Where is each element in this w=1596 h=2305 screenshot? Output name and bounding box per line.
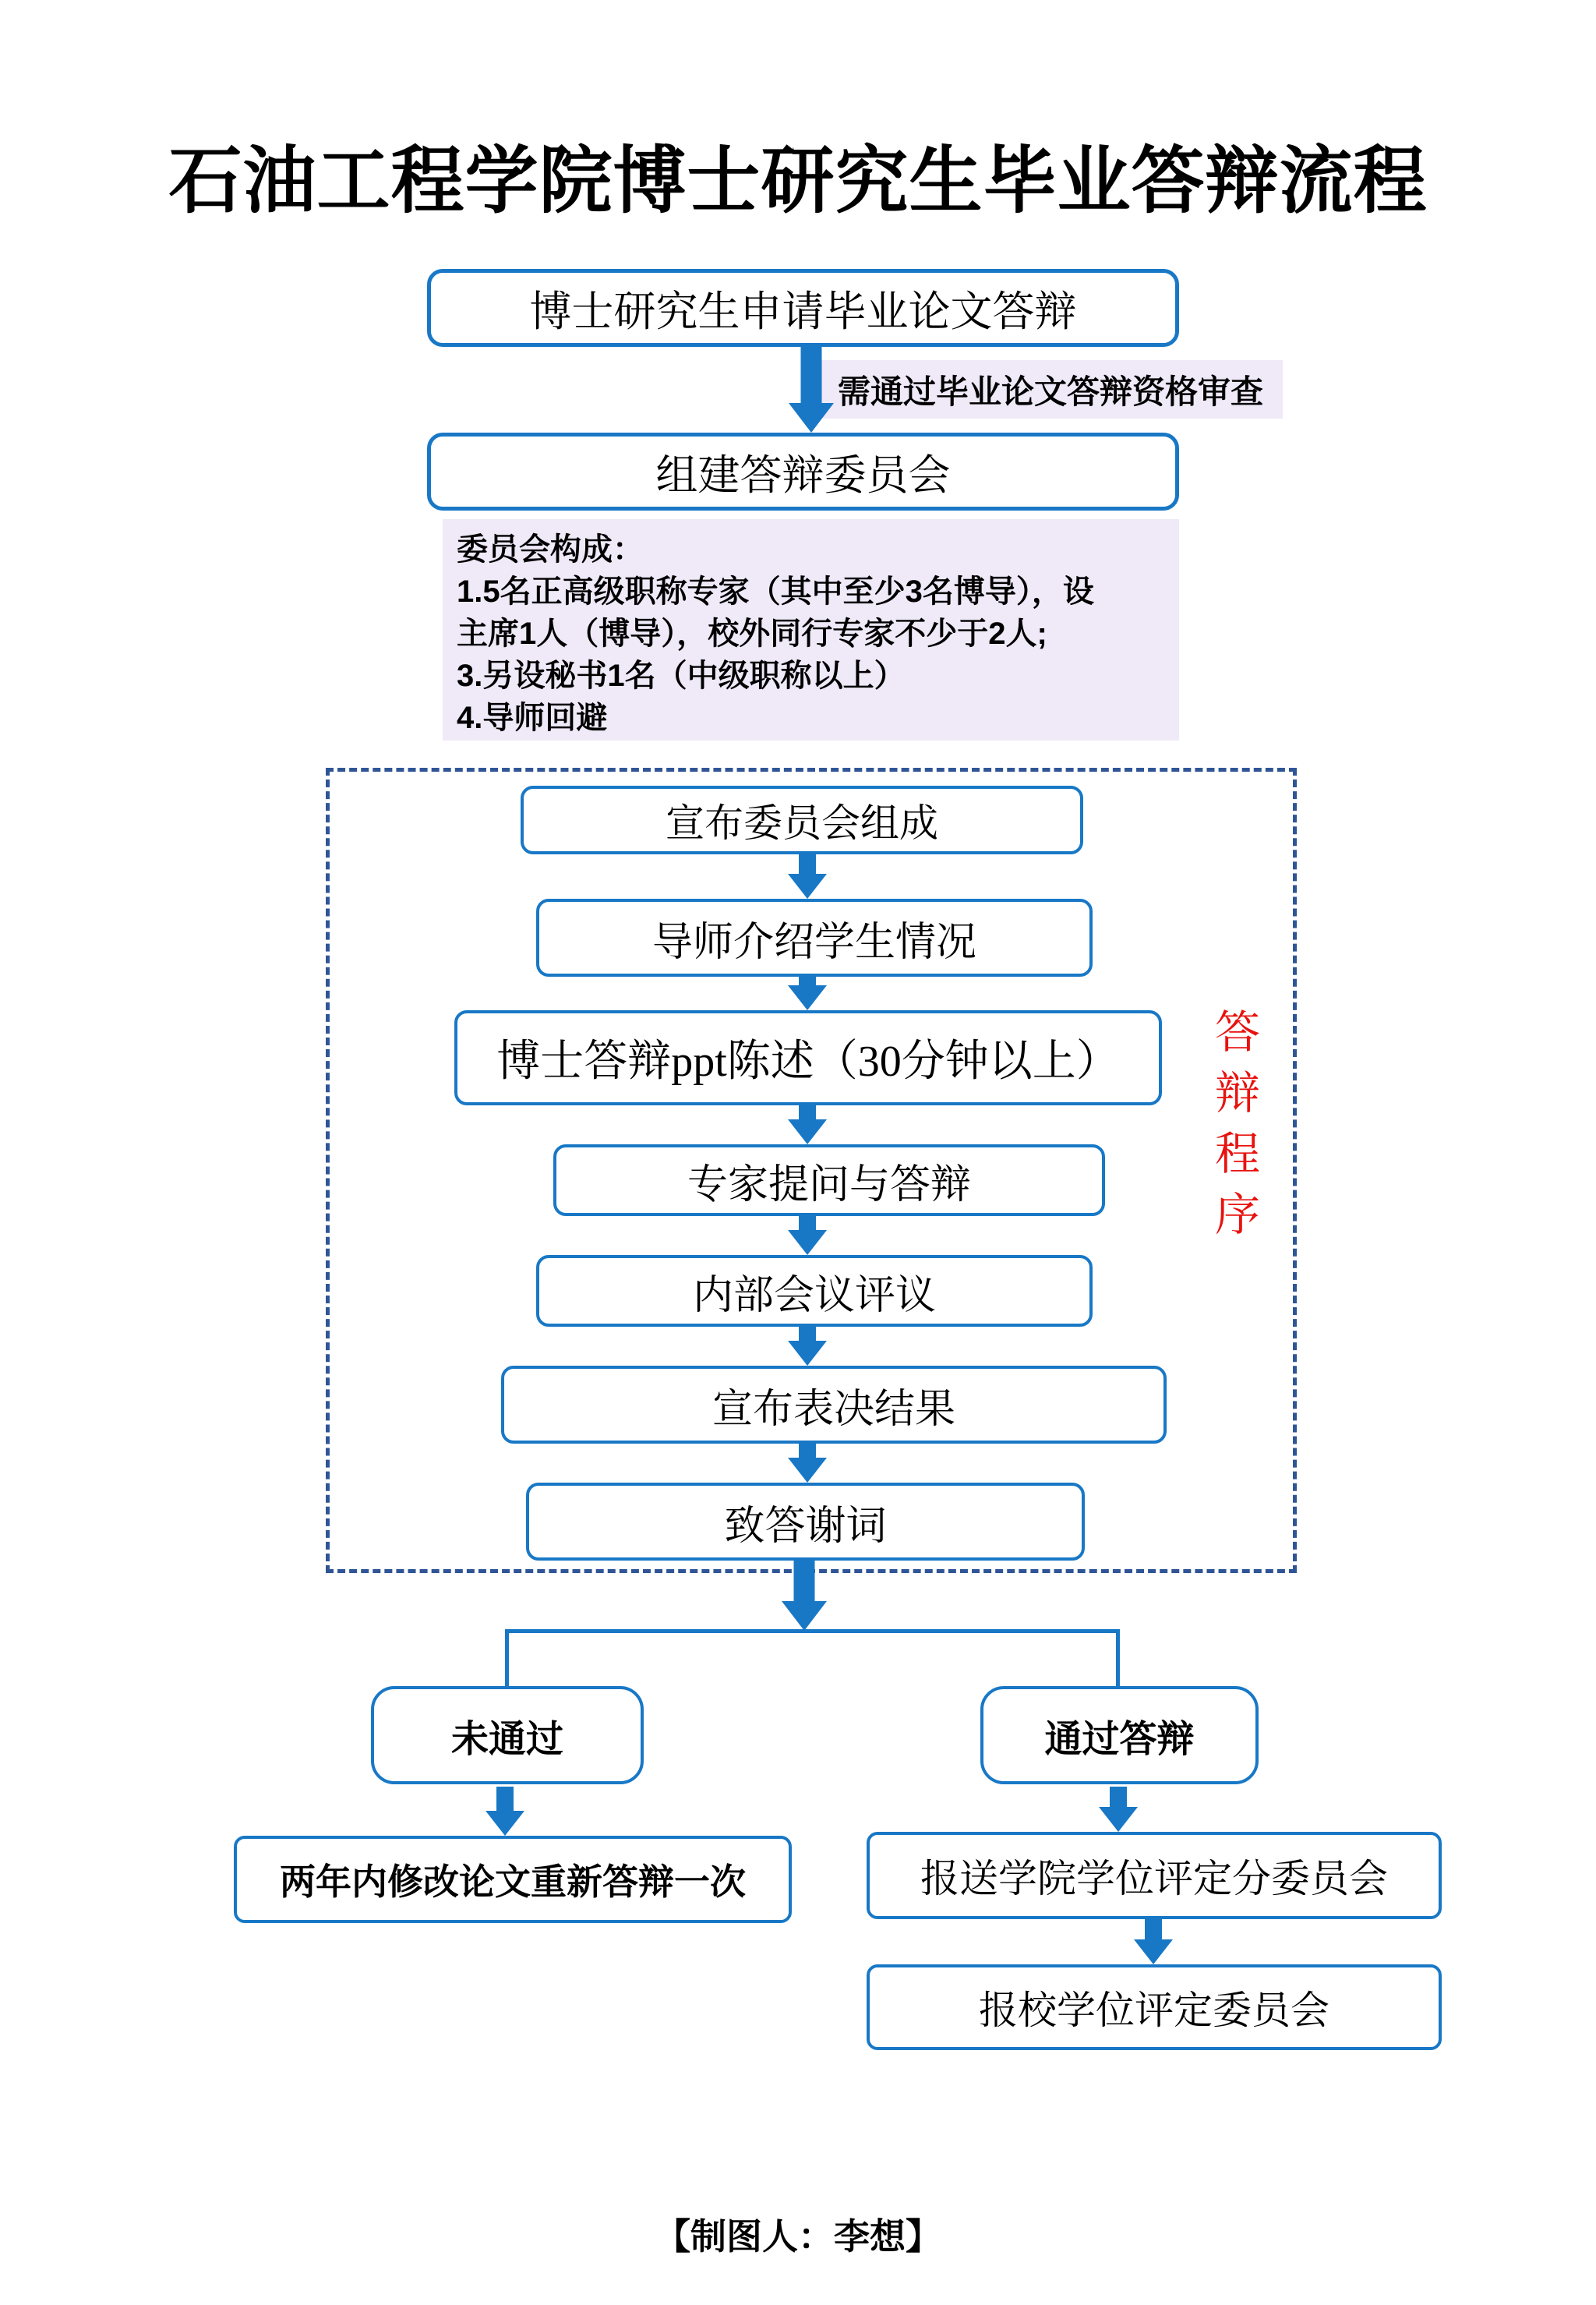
note-line: 4.导师回避 [457, 701, 608, 735]
arrow-down-apply-to-committee [789, 347, 834, 433]
side-label-char: 辩 [1214, 1068, 1260, 1119]
arrow-shaft [799, 1444, 816, 1459]
arrow-head [486, 1811, 524, 1836]
arrow-head [1099, 1807, 1138, 1832]
arrow-head [788, 874, 827, 899]
flow-node-apply-defense: 博士研究生申请毕业论文答辩 [427, 269, 1179, 347]
note-line: 3.另设秘书1名（中级职称以上） [457, 659, 906, 693]
arrow-head [789, 403, 834, 433]
arrow-shaft [799, 854, 816, 875]
procedure-side-label [1213, 1007, 1262, 1240]
arrow-shaft [1145, 1919, 1162, 1941]
flow-node-passed: 通过答辩 [980, 1686, 1259, 1784]
arrow-down-step3-step4 [788, 1105, 827, 1144]
arrow-shaft [496, 1787, 514, 1812]
page-title: 石油工程学院博士研究生毕业答辩流程 [168, 140, 1428, 221]
note-line: 1.5名正高级职称专家（其中至少3名博导），设 [457, 574, 1094, 609]
arrow-head [788, 1119, 827, 1144]
arrow-down-step5-step6 [788, 1327, 827, 1366]
arrow-down-pass-branch [1097, 1787, 1139, 1832]
arrow-shaft [799, 1327, 816, 1342]
flow-node-announce-vote-result: 宣布表决结果 [501, 1366, 1167, 1444]
committee-composition-note [443, 519, 1179, 741]
flow-node-thanks-speech: 致答谢词 [526, 1483, 1085, 1561]
arrow-shaft [799, 1105, 816, 1121]
arrow-shaft [794, 1561, 815, 1603]
arrow-shaft [801, 347, 822, 405]
side-label-char: 序 [1214, 1190, 1260, 1240]
arrow-down-step2-step3 [788, 977, 827, 1010]
note-line: 委员会构成： [457, 532, 644, 567]
flow-node-announce-committee: 宣布委员会组成 [521, 786, 1083, 854]
arrow-down-subcommittee-to-university [1132, 1919, 1174, 1964]
arrow-down-fail-branch [484, 1787, 526, 1836]
side-label-char: 答 [1214, 1007, 1260, 1058]
arrow-head [788, 1341, 827, 1366]
page-footer-credit: 【制图人：李想】 [655, 2216, 941, 2257]
flow-node-revise-and-redefend: 两年内修改论文重新答辩一次 [234, 1836, 792, 1923]
arrow-head [788, 1458, 827, 1483]
flow-node-form-committee: 组建答辩委员会 [427, 433, 1179, 511]
flow-node-college-degree-subcommittee: 报送学院学位评定分委员会 [867, 1832, 1442, 1919]
arrow-down-procedure-to-branch [782, 1561, 827, 1631]
flow-node-ppt-presentation: 博士答辩ppt陈述（30分钟以上） [454, 1010, 1162, 1105]
arrow-down-step4-step5 [788, 1216, 827, 1255]
arrow-down-step1-step2 [788, 854, 827, 899]
flow-node-university-degree-committee: 报校学位评定委员会 [867, 1964, 1442, 2050]
qualification-note-tag: 需通过毕业论文答辩资格审查 [818, 360, 1283, 419]
arrow-down-step6-step7 [788, 1444, 827, 1483]
branch-right-stub-line [1116, 1629, 1120, 1688]
arrow-head [1134, 1939, 1173, 1964]
flow-node-internal-review: 内部会议评议 [536, 1255, 1093, 1327]
side-label-char: 程 [1214, 1129, 1260, 1179]
arrow-head [788, 985, 827, 1010]
flow-node-not-passed: 未通过 [371, 1686, 644, 1784]
arrow-head [788, 1230, 827, 1255]
flow-node-expert-questions: 专家提问与答辩 [553, 1144, 1105, 1216]
note-line: 主席1人（博导），校外同行专家不少于2人; [457, 617, 1047, 651]
arrow-shaft [799, 1216, 816, 1232]
branch-left-stub-line [505, 1629, 509, 1688]
flow-node-advisor-introduction: 导师介绍学生情况 [536, 899, 1093, 977]
arrow-head [782, 1601, 827, 1631]
arrow-shaft [1110, 1787, 1127, 1808]
